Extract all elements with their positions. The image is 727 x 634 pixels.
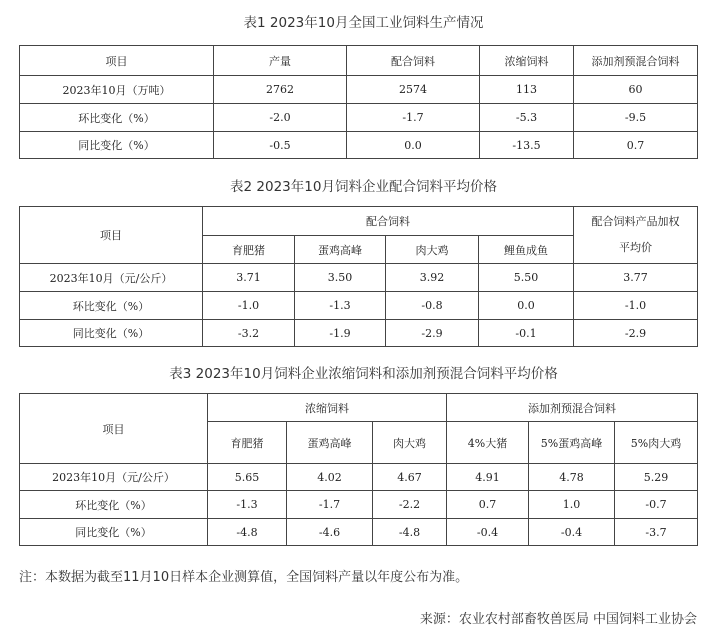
table-cell: 0.0 [347,132,480,159]
table1-header-cell: 产量 [214,46,347,76]
table-cell: -1.9 [295,320,386,347]
table-cell: -13.5 [480,132,574,159]
table-cell: 3.92 [386,264,479,292]
table-cell: 0.0 [479,292,574,320]
table-cell: -1.3 [208,491,287,519]
table3-title: 表3 2023年10月饲料企业浓缩饲料和添加剂预混合饲料平均价格 [169,366,558,382]
table-cell: 3.50 [295,264,386,292]
table2 [19,206,698,347]
table3-subheader-cell: 5%蛋鸡高峰 [529,422,615,464]
row-label: 2023年10月（万吨） [20,76,214,104]
table-cell: 5.50 [479,264,574,292]
table-row [20,104,698,132]
row-label: 环比变化（%） [20,292,203,320]
table-cell: -2.0 [214,104,347,132]
table-cell: -1.3 [295,292,386,320]
table-cell: 4.02 [287,464,373,491]
table1 [19,45,698,159]
table-cell: -0.8 [386,292,479,320]
table-row [20,292,698,320]
table3-subheader-cell: 蛋鸡高峰 [287,422,373,464]
table-cell: 113 [480,76,574,104]
row-label: 2023年10月（元/公斤） [20,464,208,491]
table1-header-cell: 浓缩饲料 [480,46,574,76]
table-row [20,264,698,292]
table-cell: -3.7 [615,519,698,546]
table-row [20,464,698,491]
table-row [20,491,698,519]
table-cell: 4.67 [373,464,447,491]
table-row [20,132,698,159]
table3-subheader-cell: 育肥猪 [208,422,287,464]
table2-side-header [574,207,698,264]
table2-item-header: 项目 [20,207,203,264]
table-cell: -5.3 [480,104,574,132]
table-cell: 4.91 [447,464,529,491]
table3-subheader-cell: 5%肉大鸡 [615,422,698,464]
table3-header-row [20,394,698,422]
table2-subheader-cell: 肉大鸡 [386,236,479,264]
table-cell: 0.7 [447,491,529,519]
table-cell: 2762 [214,76,347,104]
row-label: 环比变化（%） [20,104,214,132]
table1-header-row [20,46,698,76]
table-cell: -1.0 [574,292,698,320]
table3 [19,393,698,546]
row-label: 环比变化（%） [20,491,208,519]
table1-header-cell: 添加剂预混合饲料 [574,46,698,76]
footnote: 注：本数据为截至11月10日样本企业测算值，全国饲料产量以年度公布为准。 [19,570,469,585]
table3-item-header: 项目 [20,394,208,464]
table-cell: 60 [574,76,698,104]
table1-header-cell: 项目 [20,46,214,76]
table-cell: -0.1 [479,320,574,347]
table2-subheader-cell: 蛋鸡高峰 [295,236,386,264]
table-cell: 1.0 [529,491,615,519]
table-cell: 2574 [347,76,480,104]
table-cell: -0.5 [214,132,347,159]
table-cell: 5.29 [615,464,698,491]
table2-group-header: 配合饲料 [203,207,574,236]
table2-subheader-cell: 育肥猪 [203,236,295,264]
table3-group-header: 浓缩饲料 [208,394,447,422]
table-cell: -4.8 [373,519,447,546]
row-label: 2023年10月（元/公斤） [20,264,203,292]
table-cell: -1.7 [287,491,373,519]
table-cell: -2.9 [386,320,479,347]
table-cell: -1.0 [203,292,295,320]
source-line: 来源：农业农村部畜牧兽医局 中国饲料工业协会 [419,612,697,627]
table3-subheader-cell: 4%大猪 [447,422,529,464]
table-cell: -1.7 [347,104,480,132]
table-cell: 0.7 [574,132,698,159]
table-cell: 3.71 [203,264,295,292]
table-cell: 4.78 [529,464,615,491]
table-cell: -4.8 [208,519,287,546]
table3-group-header: 添加剂预混合饲料 [447,394,698,422]
table-cell: -9.5 [574,104,698,132]
side-header-line: 平均价 [619,241,652,254]
table-cell: -3.2 [203,320,295,347]
table-row [20,76,698,104]
side-header-line: 配合饲料产品加权 [591,215,680,228]
row-label: 同比变化（%） [20,320,203,347]
table2-header-row [20,207,698,236]
table-cell: -4.6 [287,519,373,546]
table2-subheader-cell: 鲤鱼成鱼 [479,236,574,264]
table-cell: -2.9 [574,320,698,347]
table-cell: -0.4 [447,519,529,546]
table-row [20,519,698,546]
table-cell: 3.77 [574,264,698,292]
table1-header-cell: 配合饲料 [347,46,480,76]
table-cell: -0.4 [529,519,615,546]
table-cell: -2.2 [373,491,447,519]
table3-subheader-cell: 肉大鸡 [373,422,447,464]
table-cell: -0.7 [615,491,698,519]
table-cell: 5.65 [208,464,287,491]
row-label: 同比变化（%） [20,519,208,546]
table1-title: 表1 2023年10月全国工业饲料生产情况 [243,15,484,31]
table2-title: 表2 2023年10月饲料企业配合饲料平均价格 [230,179,497,195]
row-label: 同比变化（%） [20,132,214,159]
table-row [20,320,698,347]
